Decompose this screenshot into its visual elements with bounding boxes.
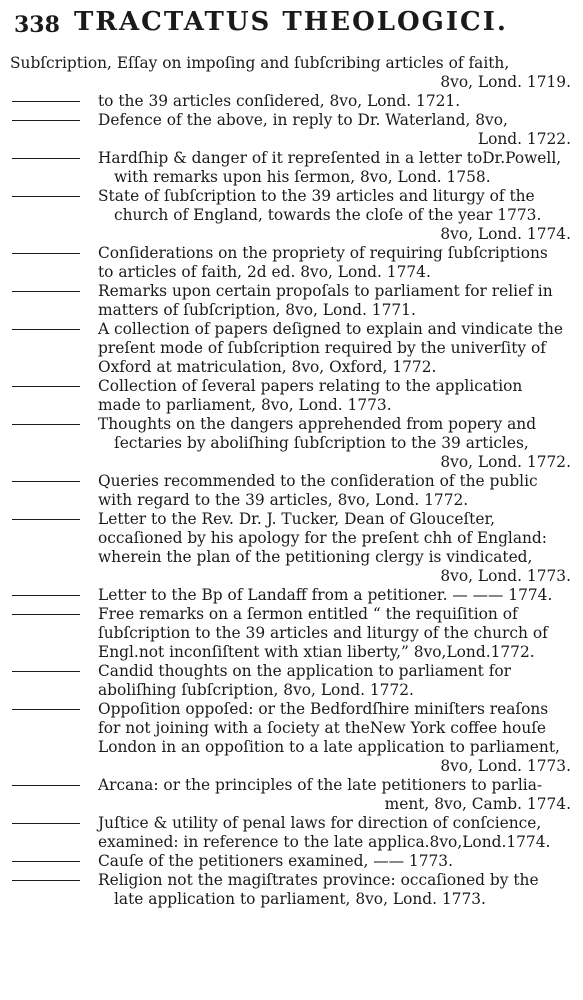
entry-line: Candid thoughts on the application to parliament for [98,662,512,680]
entry-text [10,586,575,605]
ditto-dash [12,595,80,596]
entry-line: Lond. 1722. [477,130,571,148]
entry-line: Oxford at matriculation, 8vo, Oxford, 1772. [98,358,437,376]
entry-line: Arcana: or the principles of the late petitioners to parlia- [98,776,543,794]
entry-line: Religion not the magiſtrates province: occaſioned by the [98,871,539,889]
entry-text [10,871,575,909]
entry-line: State of ſubſcription to the 39 articles and liturgy of the [98,187,535,205]
entry-text [10,814,575,852]
entry-text [10,472,575,510]
ditto-dash [12,158,80,159]
list-item [10,700,575,776]
entry-line: occaſioned by his apology for the preſent chh of England: [98,529,547,547]
ditto-dash [12,481,80,482]
entry-line: ſectaries by aboliſhing ſubſcription to the 39 articles, [114,434,529,452]
page-number: 338 [14,12,60,38]
entry-line: made to parliament, 8vo, Lond. 1773. [98,396,392,414]
entry-line: Letter to the Bp of Landaff from a petitioner. — —— 1774. [98,586,553,604]
entry-text [10,510,575,586]
list-item [10,586,575,605]
entry-text [10,776,575,814]
list-item [10,814,575,852]
ditto-dash [12,823,80,824]
list-item [10,472,575,510]
entry-line: Engl.not inconſiſtent with xtian liberty,” 8vo,Lond.1772. [98,643,535,661]
list-item [10,871,575,909]
entry-line: ſubſcription to the 39 articles and liturgy of the church of [98,624,548,642]
list-item [10,776,575,814]
entry-text [10,320,575,377]
entry-line: matters of ſubſcription, 8vo, Lond. 1771. [98,301,416,319]
entry-line: Oppoſition oppoſed: or the Bedfordſhire miniſters reaſons [98,700,549,718]
list-item [10,415,575,472]
entry-line: 8vo, Lond. 1719. [440,73,571,91]
list-item [10,92,575,111]
entry-text [10,282,575,320]
ditto-dash [12,196,80,197]
entry-line: Juſtice & utility of penal laws for direction of conſcience, [98,814,542,832]
entry-line: Cauſe of the petitioners examined, —— 1773. [98,852,453,870]
entry-text [10,605,575,662]
entry-line: 8vo, Lond. 1773. [440,567,571,585]
entry-line: London in an oppoſition to a late application to parliament, [98,738,560,756]
entry-line: 8vo, Lond. 1772. [440,453,571,471]
entry-text [10,377,575,415]
entry-text [10,662,575,700]
running-title: TRACTATUS THEOLOGICI. [74,7,508,37]
entry-line: Queries recommended to the conſideration of the public [98,472,538,490]
ditto-dash [12,291,80,292]
entry-line: Collection of ſeveral papers relating to the application [98,377,523,395]
entry-text [10,852,575,871]
entry-line: wherein the plan of the petitioning clergy is vindicated, [98,548,533,566]
entry-line: to the 39 articles conſidered, 8vo, Lond. 1721. [98,92,461,110]
ditto-dash [12,519,80,520]
list-item [10,54,575,92]
entry-text [10,149,575,187]
list-item [10,510,575,586]
ditto-dash [12,709,80,710]
entry-text [10,415,575,472]
entry-line: preſent mode of ſubſcription required by the univerſity of [98,339,546,357]
entry-line: Conſiderations on the propriety of requiring ſubſcriptions [98,244,548,262]
entry-text [10,54,575,92]
list-item [10,852,575,871]
entry-line: A collection of papers deſigned to explain and vindicate the [98,320,563,338]
entry-line: Free remarks on a ſermon entitled “ the requiſition of [98,605,518,623]
entry-line: 8vo, Lond. 1773. [440,757,571,775]
entry-text [10,187,575,244]
entry-line: Thoughts on the dangers apprehended from popery and [98,415,537,433]
entry-text [10,92,575,111]
list-item [10,111,575,149]
entry-text [10,111,575,149]
list-item [10,377,575,415]
entry-line: aboliſhing ſubſcription, 8vo, Lond. 1772. [98,681,414,699]
list-item [10,149,575,187]
entry-line: Remarks upon certain propoſals to parliament for relief in [98,282,553,300]
ditto-dash [12,880,80,881]
entry-line: examined: in reference to the late applica.8vo,Lond.1774. [98,833,551,851]
ditto-dash [12,785,80,786]
entry-line: to articles of faith, 2d ed. 8vo, Lond. 1774. [98,263,431,281]
entry-line: Defence of the above, in reply to Dr. Waterland, 8vo, [98,111,508,129]
entry-text [10,700,575,776]
entry-line: 8vo, Lond. 1774. [440,225,571,243]
entry-line: church of England, towards the cloſe of the year 1773. [114,206,542,224]
entry-line: late application to parliament, 8vo, Lond. 1773. [114,890,486,908]
entry-line: ment, 8vo, Camb. 1774. [384,795,571,813]
entry-text [10,244,575,282]
ditto-dash [12,329,80,330]
entry-line: Hardſhip & danger of it repreſented in a letter toDr.Powell, [98,149,562,167]
entry-line: with remarks upon his ſermon, 8vo, Lond. 1758. [114,168,491,186]
ditto-dash [12,614,80,615]
entry-line: Letter to the Rev. Dr. J. Tucker, Dean of Glouceſter, [98,510,496,528]
ditto-dash [12,424,80,425]
list-item [10,320,575,377]
page-header [12,4,572,40]
list-item [10,282,575,320]
list-item [10,187,575,244]
ditto-dash [12,386,80,387]
entry-list [10,54,575,909]
list-item [10,605,575,662]
entry-line: with regard to the 39 articles, 8vo, Lond. 1772. [98,491,469,509]
ditto-dash [12,671,80,672]
entry-line: for not joining with a ſociety at theNew York coffee houſe [98,719,547,737]
ditto-dash [12,120,80,121]
ditto-dash [12,253,80,254]
ditto-dash [12,861,80,862]
ditto-dash [12,101,80,102]
entry-line: Subſcription, Eſſay on impoſing and ſubſcribing articles of faith, [10,54,510,72]
list-item [10,244,575,282]
list-item [10,662,575,700]
